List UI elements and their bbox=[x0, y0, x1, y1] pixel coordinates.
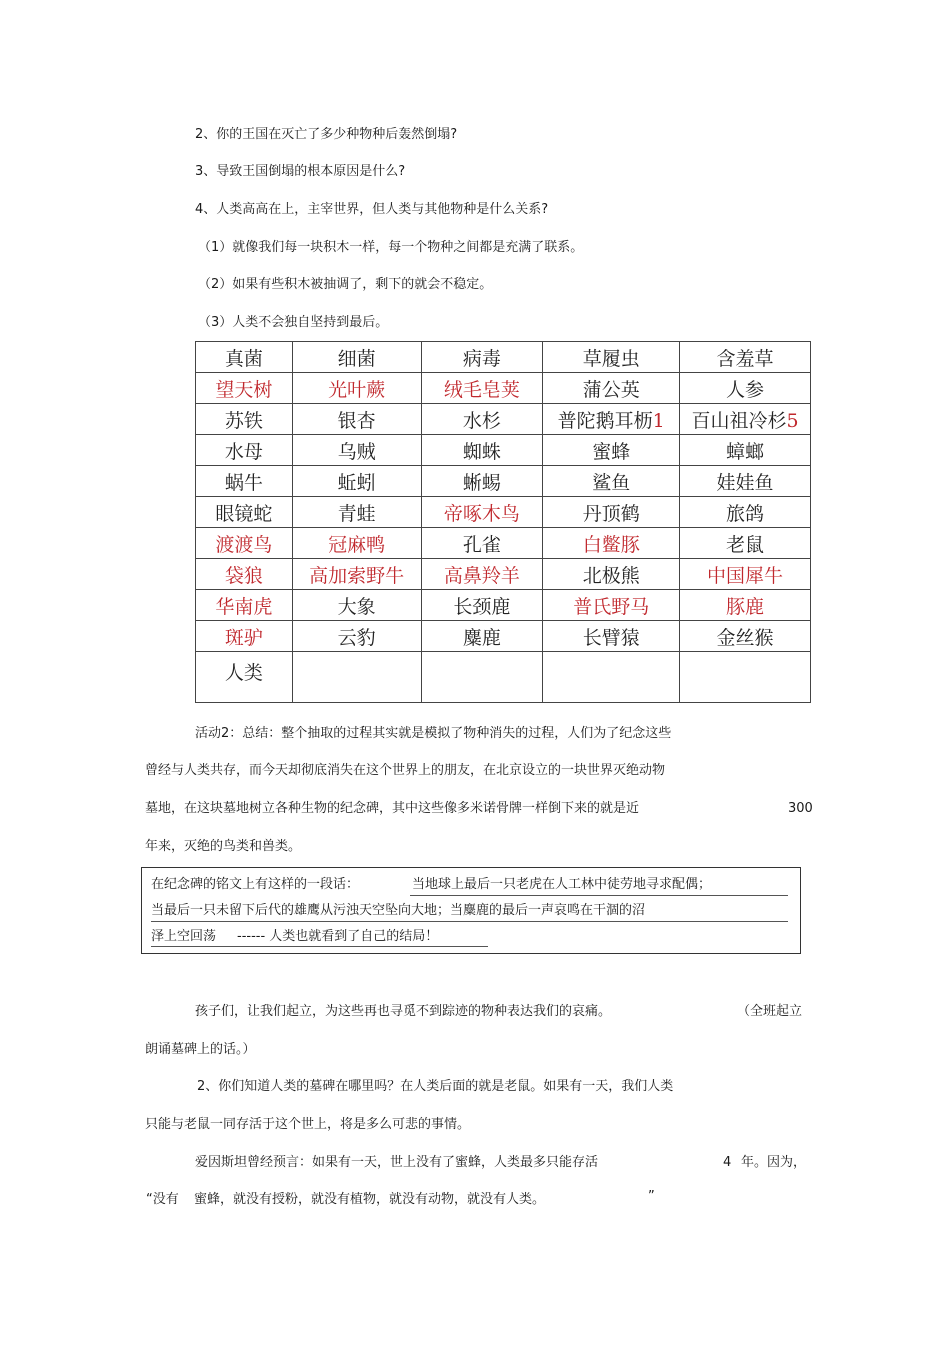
table-cell bbox=[543, 621, 680, 652]
species-name: 蜥蜴 bbox=[462, 471, 501, 494]
table-cell bbox=[680, 652, 811, 703]
table-cell bbox=[680, 497, 811, 528]
closing-p4-open: “没有 bbox=[146, 1192, 179, 1207]
species-name: 百山祖冷杉 bbox=[691, 409, 787, 432]
table-row bbox=[196, 435, 811, 466]
table-cell bbox=[680, 404, 811, 435]
question-4: 4、人类高高在上，主宰世界，但人类与其他物种是什么关系? bbox=[195, 202, 549, 217]
closing-p1-paren: （全班起立 bbox=[737, 1004, 803, 1019]
species-name: 蒲公英 bbox=[582, 378, 640, 401]
table-row bbox=[196, 342, 811, 373]
answer-2: （2）如果有些积木被抽调了，剩下的就会不稳定。 bbox=[198, 277, 493, 292]
species-name: 鲨鱼 bbox=[592, 471, 631, 494]
table-cell bbox=[292, 559, 421, 590]
summary-line-1: 活动2：总结：整个抽取的过程其实就是模拟了物种消失的过程，人们为了纪念这些 bbox=[195, 726, 672, 741]
table-cell bbox=[543, 528, 680, 559]
species-name: 水母 bbox=[224, 440, 263, 463]
species-name: 娃娃鱼 bbox=[716, 471, 774, 494]
summary-line-3: 墓地，在这块墓地树立各种生物的纪念碑，其中这些像多米诺骨牌一样倒下来的就是近 bbox=[145, 801, 640, 816]
closing-p3-cont: 年。因为， bbox=[741, 1155, 807, 1170]
table-cell bbox=[292, 528, 421, 559]
table-cell bbox=[196, 590, 293, 621]
species-name: 青蛙 bbox=[337, 502, 376, 525]
table-cell bbox=[421, 590, 543, 621]
table-cell bbox=[196, 373, 293, 404]
summary-line-4: 年来，灭绝的鸟类和兽类。 bbox=[145, 839, 302, 854]
table-cell bbox=[292, 435, 421, 466]
table-cell bbox=[680, 435, 811, 466]
species-name: 高加索野牛 bbox=[309, 564, 405, 587]
closing-p3: 爱因斯坦曾经预言：如果有一天，世上没有了蜜蜂，人类最多只能存活 bbox=[195, 1155, 599, 1170]
closing-p4: 蜜蜂，就没有授粉，就没有植物，就没有动物，就没有人类。 bbox=[194, 1192, 546, 1207]
closing-p1-cont: 朗诵墓碑上的话。） bbox=[145, 1042, 256, 1057]
table-cell bbox=[292, 497, 421, 528]
species-name: 细菌 bbox=[337, 347, 376, 370]
table-cell bbox=[543, 559, 680, 590]
table-cell bbox=[421, 559, 543, 590]
species-name: 袋狼 bbox=[224, 564, 263, 587]
table-cell bbox=[421, 497, 543, 528]
question-3: 3、导致王国倒塌的根本原因是什么? bbox=[195, 164, 406, 179]
table-cell bbox=[292, 466, 421, 497]
answer-3: （3）人类不会独自坚持到最后。 bbox=[198, 315, 389, 330]
table-cell bbox=[292, 652, 421, 703]
cell-count-marker: 5 bbox=[786, 409, 799, 432]
inscription-line-2: 当最后一只未留下后代的雄鹰从污浊天空坠向大地；当麋鹿的最后一声哀鸣在干涸的沼 bbox=[151, 903, 646, 918]
species-name: 蟑螂 bbox=[726, 440, 765, 463]
closing-p4-close: ” bbox=[648, 1189, 655, 1204]
table-cell bbox=[196, 559, 293, 590]
table-cell bbox=[196, 497, 293, 528]
summary-number-300: 300 bbox=[788, 801, 813, 816]
table-row bbox=[196, 621, 811, 652]
species-name: 豚鹿 bbox=[726, 595, 765, 618]
table-row bbox=[196, 466, 811, 497]
species-name: 普氏野马 bbox=[573, 595, 650, 618]
table-row bbox=[196, 404, 811, 435]
inscription-line-3b: ------ 人类也就看到了自己的结局！ bbox=[237, 929, 439, 944]
species-name: 冠麻鸭 bbox=[328, 533, 386, 556]
species-name: 北极熊 bbox=[582, 564, 640, 587]
species-name: 人参 bbox=[726, 378, 765, 401]
species-name: 白鳖豚 bbox=[582, 533, 640, 556]
closing-p3-number: 4 bbox=[723, 1155, 732, 1170]
species-name: 水杉 bbox=[462, 409, 501, 432]
inscription-line-3a: 泽上空回荡 bbox=[151, 929, 217, 944]
species-name: 孔雀 bbox=[462, 533, 501, 556]
species-name: 蚯蚓 bbox=[337, 471, 376, 494]
table-cell bbox=[196, 528, 293, 559]
species-name: 人类 bbox=[224, 662, 263, 684]
table-cell bbox=[196, 404, 293, 435]
inscription-intro: 在纪念碑的铭文上有这样的一段话： bbox=[151, 877, 360, 892]
answer-1: （1）就像我们每一块积木一样，每一个物种之间都是充满了联系。 bbox=[198, 240, 584, 255]
table-cell bbox=[421, 342, 543, 373]
table-cell bbox=[543, 590, 680, 621]
species-name: 乌贼 bbox=[337, 440, 376, 463]
table-cell bbox=[680, 559, 811, 590]
table-cell bbox=[421, 373, 543, 404]
species-name: 望天树 bbox=[215, 378, 273, 401]
table-cell bbox=[680, 528, 811, 559]
species-name: 斑驴 bbox=[224, 626, 263, 649]
table-cell bbox=[421, 404, 543, 435]
species-name: 普陀鹅耳枥 bbox=[557, 409, 653, 432]
species-name: 云豹 bbox=[337, 626, 376, 649]
table-cell bbox=[543, 652, 680, 703]
table-cell bbox=[543, 404, 680, 435]
species-name: 苏铁 bbox=[224, 409, 263, 432]
table-cell bbox=[543, 466, 680, 497]
table-row bbox=[196, 373, 811, 404]
table-cell bbox=[196, 342, 293, 373]
table-cell bbox=[680, 373, 811, 404]
table-row bbox=[196, 497, 811, 528]
inscription-line-1: 当地球上最后一只老虎在人工林中徒劳地寻求配偶； bbox=[412, 877, 712, 892]
table-cell bbox=[543, 373, 680, 404]
table-cell bbox=[292, 342, 421, 373]
summary-line-2: 曾经与人类共存，而今天却彻底消失在这个世界上的朋友，在北京设立的一块世界灭绝动物 bbox=[145, 763, 666, 778]
table-cell bbox=[196, 466, 293, 497]
table-cell bbox=[543, 435, 680, 466]
species-name: 含羞草 bbox=[716, 347, 774, 370]
table-cell bbox=[196, 435, 293, 466]
table-row bbox=[196, 590, 811, 621]
species-name: 眼镜蛇 bbox=[215, 502, 273, 525]
species-name: 丹顶鹤 bbox=[582, 502, 640, 525]
species-name: 老鼠 bbox=[726, 533, 765, 556]
table-cell bbox=[680, 342, 811, 373]
species-name: 绒毛皂荚 bbox=[443, 378, 520, 401]
table-cell bbox=[292, 621, 421, 652]
species-name: 蜗牛 bbox=[224, 471, 263, 494]
table-cell bbox=[196, 621, 293, 652]
closing-p2-cont: 只能与老鼠一同存活于这个世上，将是多么可悲的事情。 bbox=[145, 1117, 471, 1132]
table-cell bbox=[543, 497, 680, 528]
species-name: 渡渡鸟 bbox=[215, 533, 273, 556]
species-name: 蜜蜂 bbox=[592, 440, 631, 463]
species-name: 华南虎 bbox=[215, 595, 273, 618]
species-name: 病毒 bbox=[462, 347, 501, 370]
species-name: 旅鸽 bbox=[726, 502, 765, 525]
table-cell bbox=[421, 652, 543, 703]
question-2: 2、你的王国在灭亡了多少种物种后轰然倒塌? bbox=[195, 127, 458, 142]
table-cell bbox=[680, 621, 811, 652]
species-name: 长臂猿 bbox=[582, 626, 640, 649]
table-cell bbox=[421, 528, 543, 559]
species-name: 帝啄木鸟 bbox=[443, 502, 520, 525]
species-name: 中国犀牛 bbox=[707, 564, 784, 587]
inscription-box bbox=[141, 867, 801, 954]
table-row bbox=[196, 559, 811, 590]
inscription-underline-1 bbox=[410, 895, 788, 896]
species-name: 草履虫 bbox=[582, 347, 640, 370]
species-name: 银杏 bbox=[337, 409, 376, 432]
species-name: 真菌 bbox=[224, 347, 263, 370]
species-name: 高鼻羚羊 bbox=[443, 564, 520, 587]
table-cell bbox=[680, 590, 811, 621]
species-name: 麋鹿 bbox=[462, 626, 501, 649]
table-cell bbox=[292, 590, 421, 621]
table-cell bbox=[543, 342, 680, 373]
table-row bbox=[196, 528, 811, 559]
species-name: 蜘蛛 bbox=[462, 440, 501, 463]
species-name: 金丝猴 bbox=[716, 626, 774, 649]
table-cell bbox=[421, 435, 543, 466]
table-row bbox=[196, 652, 811, 703]
table-cell bbox=[292, 373, 421, 404]
inscription-underline-2 bbox=[151, 921, 788, 922]
table-cell bbox=[292, 404, 421, 435]
species-table bbox=[195, 341, 811, 703]
inscription-underline-3 bbox=[151, 946, 488, 947]
cell-count-marker: 1 bbox=[652, 409, 665, 432]
table-cell bbox=[196, 652, 293, 703]
species-name: 长颈鹿 bbox=[453, 595, 511, 618]
table-cell bbox=[680, 466, 811, 497]
species-name: 大象 bbox=[337, 595, 376, 618]
closing-p2: 2、你们知道人类的墓碑在哪里吗？在人类后面的就是老鼠。如果有一天，我们人类 bbox=[197, 1079, 674, 1094]
species-name: 光叶蕨 bbox=[328, 378, 386, 401]
table-cell bbox=[421, 621, 543, 652]
table-cell bbox=[421, 466, 543, 497]
closing-p1: 孩子们，让我们起立，为这些再也寻觅不到踪迹的物种表达我们的哀痛。 bbox=[195, 1004, 612, 1019]
